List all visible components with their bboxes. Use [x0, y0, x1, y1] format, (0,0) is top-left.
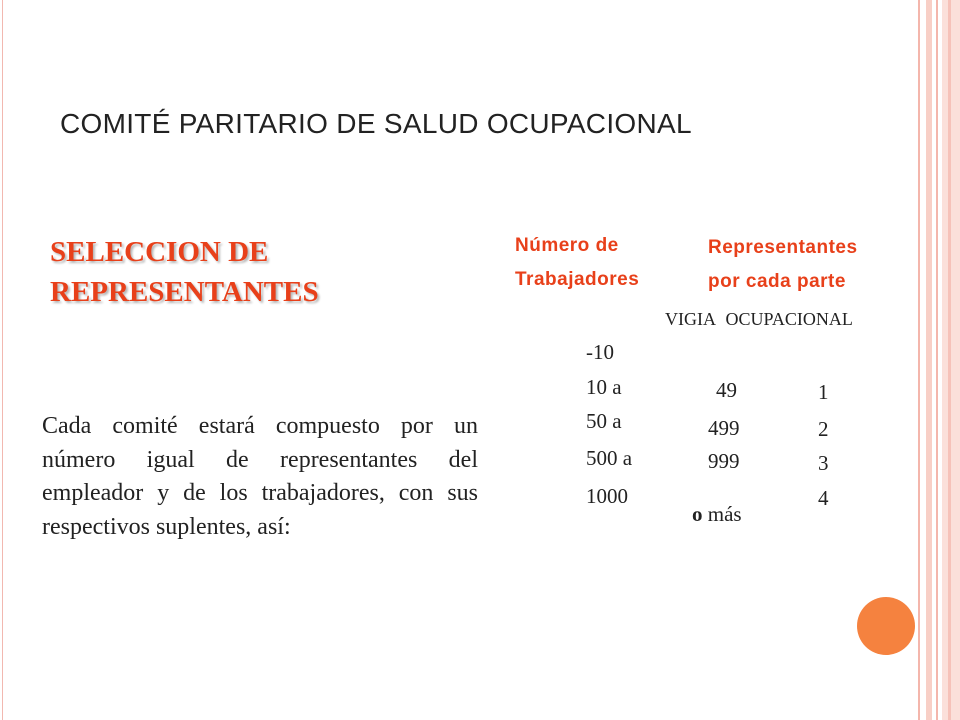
header-workers	[515, 229, 639, 297]
right-stripe	[918, 0, 920, 720]
header-representatives	[708, 231, 858, 299]
o-mas-cell	[692, 502, 742, 527]
reps-cell: 4	[818, 486, 829, 510]
section-subtitle	[50, 232, 319, 312]
reps-cell: 1	[818, 380, 829, 404]
header-workers-line-1: Número de	[515, 235, 619, 256]
reps-cell: 3	[818, 451, 829, 475]
subtitle-line-2: REPRESENTANTES	[50, 276, 319, 308]
workers-from-cell: 10 a	[586, 375, 622, 399]
workers-from-cell: 1000	[586, 484, 628, 508]
o-label: o	[692, 502, 703, 526]
right-stripe	[936, 0, 938, 720]
workers-to-cell: 499	[708, 416, 740, 440]
workers-from-cell: 50 a	[586, 409, 622, 433]
mas-label: más	[707, 502, 742, 526]
workers-to-cell: 999	[708, 449, 740, 473]
body-paragraph: Cada comité estará compuesto por un número igual de representantes del empleador y de los trabajadores, con sus respectivos suplentes, así:	[42, 413, 478, 540]
workers-to-cell: 49	[716, 378, 737, 402]
left-border-rule	[2, 0, 3, 720]
workers-from-cell: -10	[586, 340, 614, 364]
subtitle-line-1: SELECCION DE	[50, 236, 269, 268]
right-stripe	[948, 0, 951, 720]
orange-circle-decoration	[857, 597, 915, 655]
right-stripe	[942, 0, 960, 720]
header-reps-line-2: por cada parte	[708, 271, 846, 292]
slide-title: COMITÉ PARITARIO DE SALUD OCUPACIONAL	[60, 108, 692, 139]
header-reps-line-1: Representantes	[708, 237, 858, 258]
reps-cell: 2	[818, 417, 829, 441]
right-stripe	[926, 0, 932, 720]
workers-from-cell: 500 a	[586, 446, 633, 470]
header-workers-line-2: Trabajadores	[515, 269, 640, 290]
vigia-ocupacional-label: VIGIA OCUPACIONAL	[665, 309, 853, 329]
